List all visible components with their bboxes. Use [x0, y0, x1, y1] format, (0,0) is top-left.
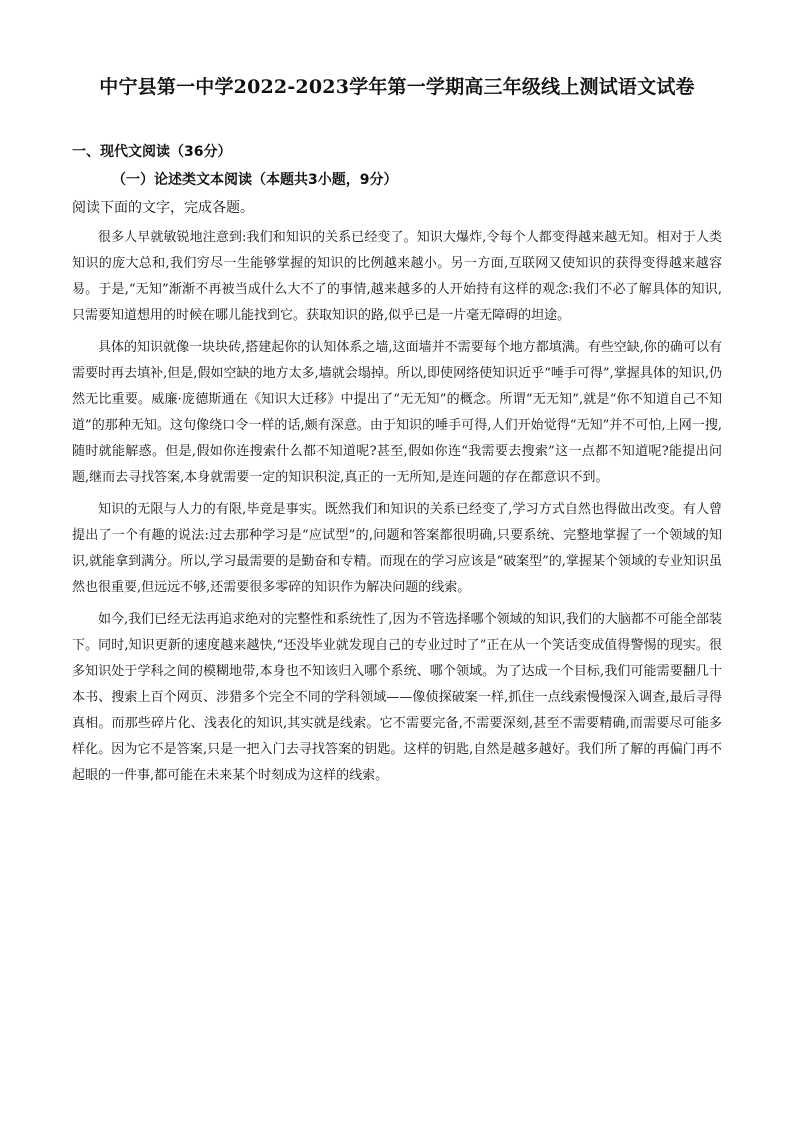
- passage-paragraph-4: 如今,我们已经无法再追求绝对的完整性和系统性了,因为不管选择哪个领域的知识,我们的大脑都不可能全部装下。同时,知识更新的速度越来越快,“还没毕业就发现自己的专业过时了”正在从一个笑话变成值得警惕的现实。很多知识处于学科之间的模糊地带,本身也不知该归入哪个系统、哪个领域。为了达成一个目标,我们可能需要翻几十本书、搜索上百个网页、涉猎多个完全不同的学科领域——像侦探破案一样,抓住一点线索慢慢深入调查,最后寻得真相。而那些碎片化、浅表化的知识,其实就是线索。它不需要完备,不需要深刻,甚至不需要精确,而需要尽可能多样化。因为它不是答案,只是一把入门去寻找答案的钥匙。这样的钥匙,自然是越多越好。我们所了解的再偏门再不起眼的一件事,都可能在未来某个时刻成为这样的线索。: [72, 612, 722, 783]
- section-heading: 一、现代文阅读（36分）: [72, 144, 232, 160]
- passage-paragraph-2: 具体的知识就像一块块砖,搭建起你的认知体系之墙,这面墙并不需要每个地方都填满。有些空缺,你的确可以有需要时再去填补,但是,假如空缺的地方太多,墙就会塌掉。所以,即使网络使知识近乎“唾手可得”,掌握具体的知识,仍然无比重要。威廉·庞德斯通在《知识大迁移》中提出了“无无知”的概念。所谓“无无知”,就是“你不知道自己不知道”的那种无知。这句像绕口令一样的话,颇有深意。由于知识的唾手可得,人们开始觉得“无知”并不可怕,上网一搜,随时就能解惑。但是,假如你连搜索什么都不知道呢?甚至,假如你连“我需要去搜索”这一点都不知道呢?能提出问题,继而去寻找答案,本身就需要一定的知识积淀,真正的一无所知,是连问题的存在都意识不到。: [72, 340, 722, 485]
- passage-paragraph-1: 很多人早就敏锐地注意到:我们和知识的关系已经变了。知识大爆炸,令每个人都变得越来越无知。相对于人类知识的庞大总和,我们穷尽一生能够掌握的知识的比例越来越小。另一方面,互联网又使知识的获得变得越来越容易。于是,“无知”渐渐不再被当成什么大不了的事情,越来越多的人开始持有这样的观念:我们不必了解具体的知识,只需要知道想用的时候在哪儿能找到它。获取知识的路,似乎已是一片毫无障碍的坦途。: [72, 230, 722, 323]
- subsection-heading: （一）论述类文本阅读（本题共3小题，9分）: [112, 172, 398, 188]
- reading-instruction: 阅读下面的文字，完成各题。: [72, 200, 254, 216]
- exam-title: 中宁县第一中学2022-2023学年第一学期高三年级线上测试语文试卷: [99, 76, 695, 98]
- passage-paragraph-3: 知识的无限与人力的有限,毕竟是事实。既然我们和知识的关系已经变了,学习方式自然也得做出改变。有人曾提出了一个有趣的说法:过去那种学习是“应试型”的,问题和答案都很明确,只要系统、完整地掌握了一个领域的知识,就能拿到满分。所以,学习最需要的是勤奋和专精。而现在的学习应该是“破案型”的,掌握某个领域的专业知识虽然也很重要,但远远不够,还需要很多零碎的知识作为解决问题的线索。: [72, 502, 722, 595]
